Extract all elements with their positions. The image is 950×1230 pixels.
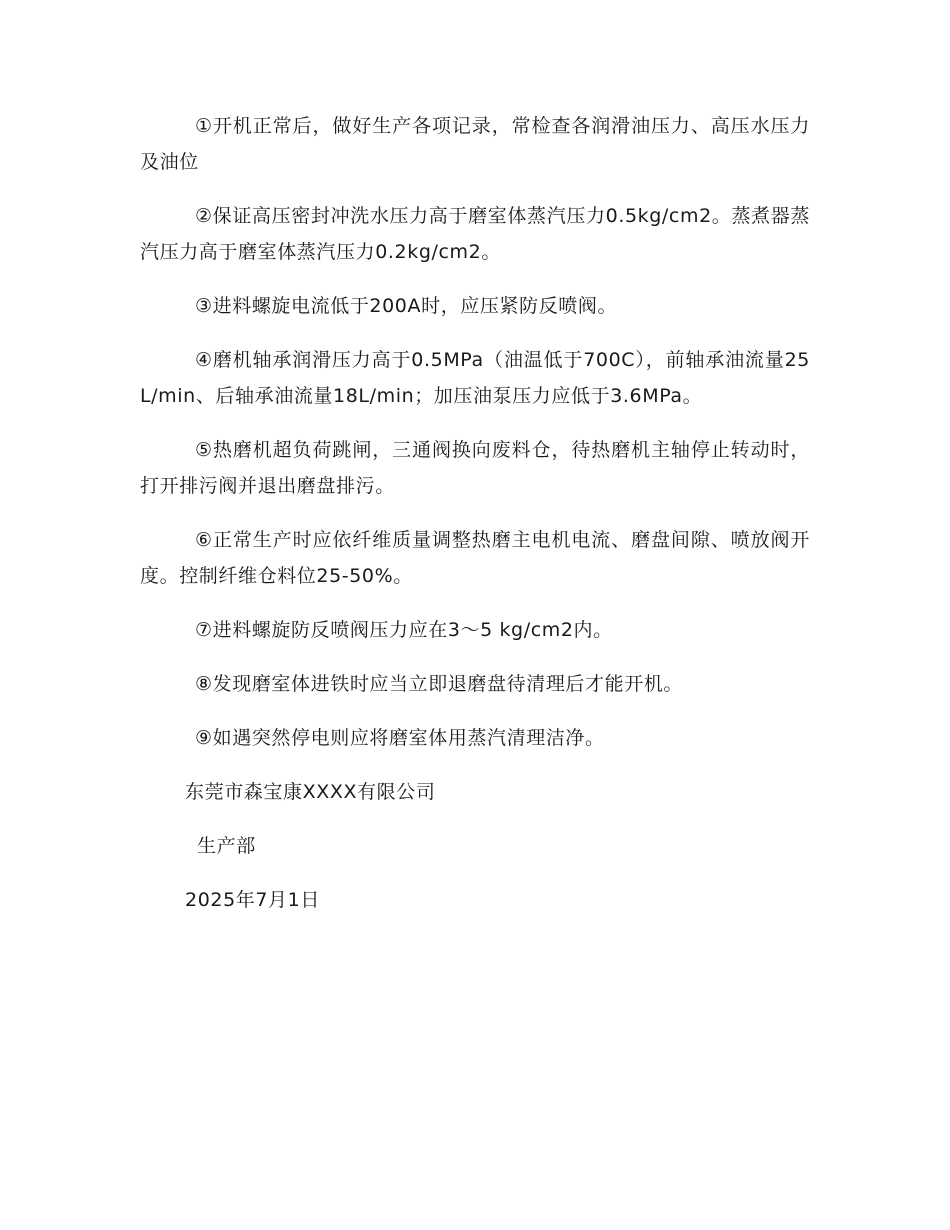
procedure-item-4: ④磨机轴承润滑压力高于0.5MPa（油温低于700C），前轴承油流量25L/min、后轴承油流量18L/min；加压油泵压力应低于3.6MPa。 [140,349,810,407]
document-date: 2025年7月1日 [185,889,320,911]
procedure-item-2: ②保证高压密封冲洗水压力高于磨室体蒸汽压力0.5kg/cm2。蒸煮器蒸汽压力高于磨室体蒸汽压力0.2kg/cm2。 [140,205,810,263]
department-name: 生产部 [197,835,256,857]
procedure-item-8: ⑧发现磨室体进铁时应当立即退磨盘待清理后才能开机。 [195,673,684,695]
procedure-item-5: ⑤热磨机超负荷跳闸，三通阀换向废料仓，待热磨机主轴停止转动时，打开排污阀并退出磨盘排污。 [140,439,810,497]
procedure-item-9: ⑨如遇突然停电则应将磨室体用蒸汽清理洁净。 [195,727,605,749]
procedure-item-3: ③进料螺旋电流低于200A时，应压紧防反喷阀。 [195,295,618,317]
document-body [140,108,810,936]
procedure-item-1: ①开机正常后，做好生产各项记录，常检查各润滑油压力、高压水压力及油位 [140,115,810,173]
procedure-item-6: ⑥正常生产时应依纤维质量调整热磨主电机电流、磨盘间隙、喷放阀开度。控制纤维仓料位25-50%。 [140,529,810,587]
company-name: 东莞市森宝康XXXX有限公司 [185,781,436,803]
procedure-item-7: ⑦进料螺旋防反喷阀压力应在3～5 kg/cm2内。 [195,619,613,641]
